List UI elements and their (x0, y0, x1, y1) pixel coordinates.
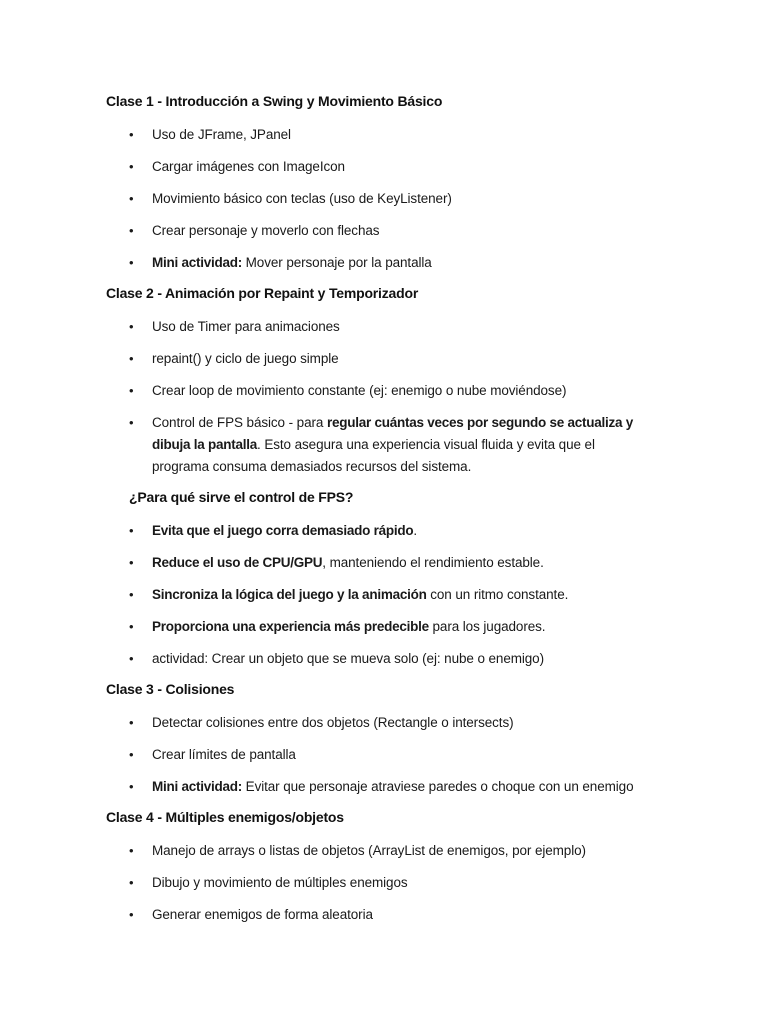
bullet-icon: • (129, 843, 134, 858)
list-item: • Detectar colisiones entre dos objetos (Rectangle o intersects) (106, 712, 666, 744)
list-item: • Mini actividad: Evitar que personaje atraviese paredes o choque con un enemigo (106, 776, 666, 808)
bullet-icon: • (129, 383, 134, 398)
bullet-icon: • (129, 523, 134, 538)
list-item: • repaint() y ciclo de juego simple (106, 348, 666, 380)
list-item: • Evita que el juego corra demasiado rápido. (106, 520, 666, 552)
list-item: • Dibujo y movimiento de múltiples enemigos (106, 872, 666, 904)
bullet-icon: • (129, 651, 134, 666)
list-item: • Generar enemigos de forma aleatoria (106, 904, 666, 936)
bullet-icon: • (129, 255, 134, 270)
bullet-icon: • (129, 555, 134, 570)
line-2: dibuja la pantalla. Esto asegura una experiencia visual fluida y evita que el (152, 437, 595, 452)
bullet-icon: • (129, 415, 134, 430)
bullet-icon: • (129, 779, 134, 794)
section-heading-clase-4: Clase 4 - Múltiples enemigos/objetos (106, 809, 344, 825)
section-list-clase-2 (106, 316, 666, 488)
section-heading-clase-1: Clase 1 - Introducción a Swing y Movimiento Básico (106, 93, 443, 109)
subheading-fps: ¿Para qué sirve el control de FPS? (129, 489, 354, 505)
line-3: programa consuma demasiados recursos del sistema. (152, 459, 472, 474)
list-item: • Crear personaje y moverlo con flechas (106, 220, 666, 252)
list-item: • Reduce el uso de CPU/GPU, manteniendo el rendimiento estable. (106, 552, 666, 584)
bullet-icon: • (129, 223, 134, 238)
line-1: Control de FPS básico - para regular cuántas veces por segundo se actualiza y (152, 415, 634, 430)
bullet-icon: • (129, 191, 134, 206)
list-item: • Sincroniza la lógica del juego y la animación con un ritmo constante. (106, 584, 666, 616)
bullet-icon: • (129, 587, 134, 602)
bullet-icon: • (129, 747, 134, 762)
bold-label: Mini actividad: (152, 255, 243, 270)
fps-benefits-list (106, 520, 666, 680)
list-item: • Crear límites de pantalla (106, 744, 666, 776)
list-item: • Cargar imágenes con ImageIcon (106, 156, 666, 188)
list-item: • Uso de JFrame, JPanel (106, 124, 666, 156)
document-content (106, 92, 666, 936)
list-item: • actividad: Crear un objeto que se mueva solo (ej: nube o enemigo) (106, 648, 666, 680)
bullet-icon: • (129, 715, 134, 730)
section-list-clase-1 (106, 124, 666, 284)
bullet-icon: • (129, 351, 134, 366)
list-item: • Manejo de arrays o listas de objetos (ArrayList de enemigos, por ejemplo) (106, 840, 666, 872)
section-list-clase-3 (106, 712, 666, 808)
section-list-clase-4 (106, 840, 666, 936)
list-item: • Crear loop de movimiento constante (ej: enemigo o nube moviéndose) (106, 380, 666, 412)
bullet-icon: • (129, 619, 134, 634)
bullet-icon: • (129, 127, 134, 142)
list-item: • Movimiento básico con teclas (uso de KeyListener) (106, 188, 666, 220)
list-item: • Uso de Timer para animaciones (106, 316, 666, 348)
bullet-icon: • (129, 159, 134, 174)
bullet-icon: • (129, 907, 134, 922)
list-item: • Proporciona una experiencia más predecible para los jugadores. (106, 616, 666, 648)
list-item: • Mini actividad: Mover personaje por la pantalla (106, 252, 666, 284)
list-item-multiline (106, 412, 666, 488)
bullet-icon: • (129, 319, 134, 334)
section-heading-clase-2: Clase 2 - Animación por Repaint y Temporizador (106, 285, 419, 301)
bullet-icon: • (129, 875, 134, 890)
section-heading-clase-3: Clase 3 - Colisiones (106, 681, 235, 697)
